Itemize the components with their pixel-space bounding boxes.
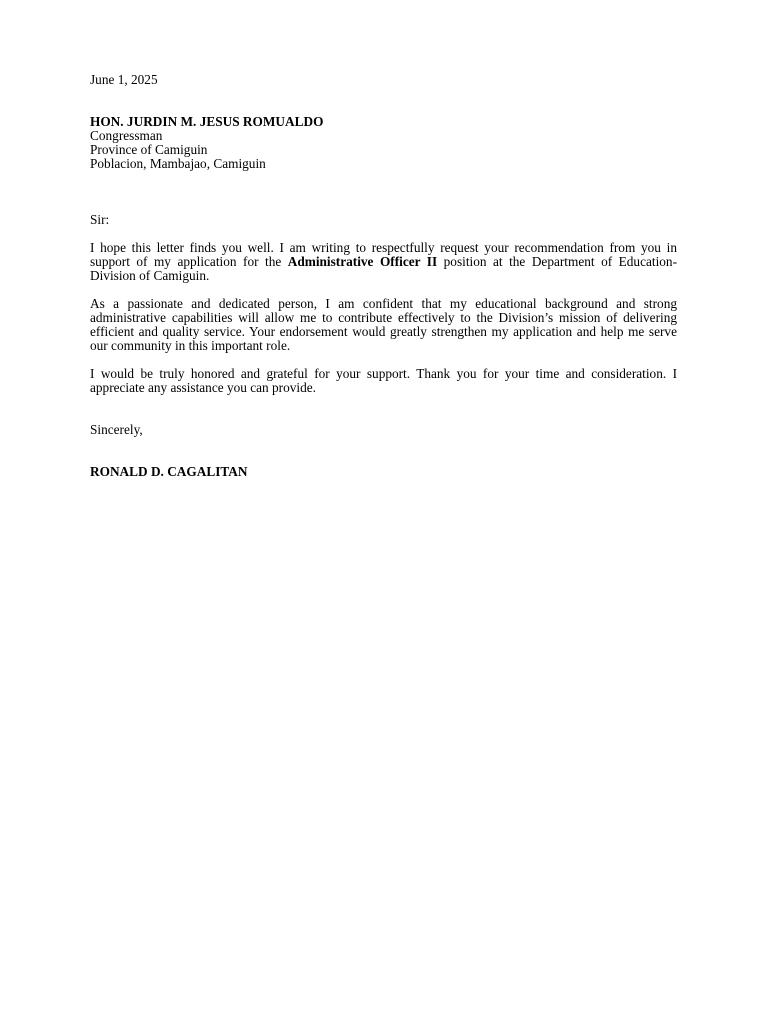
recipient-address: Poblacion, Mambajao, Camiguin <box>90 156 266 171</box>
body-paragraph-2: As a passionate and dedicated person, I am confident that my educational background and strong administrative capabilities will allow me to contribute effectively to the Division’s mission of delivering efficient and quality service. Your endorsement would greatly strengthen my application and help me serve our community in this important role. <box>90 296 677 353</box>
salutation: Sir: <box>90 212 110 227</box>
recipient-name: HON. JURDIN M. JESUS ROMUALDO <box>90 114 324 129</box>
body-paragraph-1 <box>90 241 677 283</box>
position-title: Administrative Officer II <box>287 254 438 269</box>
closing: Sincerely, <box>90 422 143 437</box>
signatory-name: RONALD D. CAGALITAN <box>90 464 248 479</box>
paragraph-1-text-b: position at the Department of Education-Division of Camiguin. <box>90 254 677 283</box>
recipient-title: Congressman <box>90 128 163 143</box>
body-paragraph-3: I would be truly honored and grateful for your support. Thank you for your time and consideration. I appreciate any assistance you can provide. <box>90 366 677 395</box>
recipient-province: Province of Camiguin <box>90 142 208 157</box>
paragraph-1-text-a: I hope this letter finds you well. I am writing to respectfully request your recommendation from you in support of my application for the <box>90 240 677 269</box>
letter-date: June 1, 2025 <box>90 72 158 87</box>
